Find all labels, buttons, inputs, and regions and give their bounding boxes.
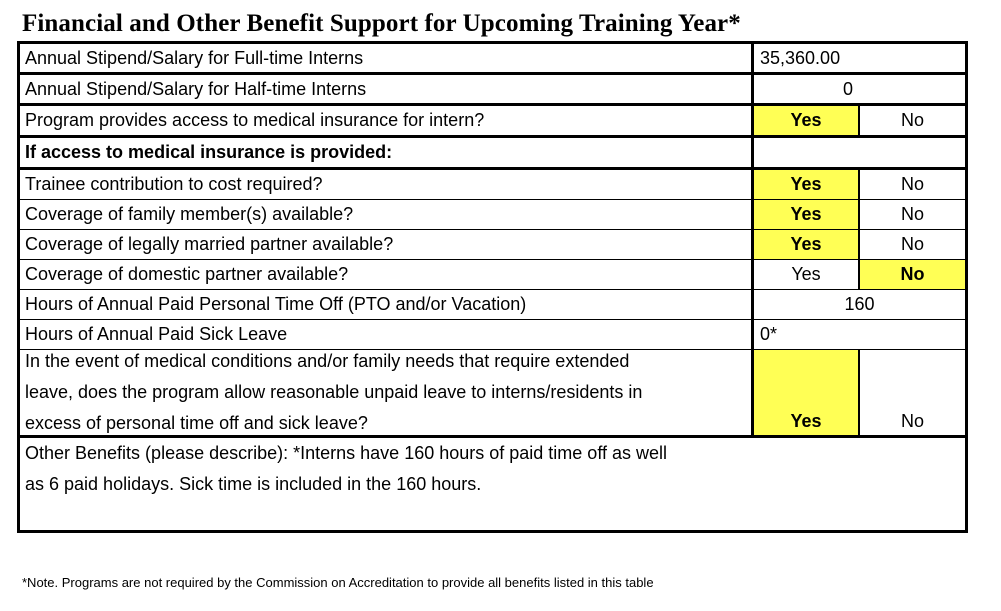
pto-hours-value: 160 [844, 294, 875, 314]
table-row-family-coverage [20, 200, 965, 230]
row-label: Trainee contribution to cost required? [25, 174, 323, 194]
no-option: No [900, 411, 924, 431]
table-row-medical-insurance [20, 106, 965, 138]
row-label: Annual Stipend/Salary for Full-time Interns [25, 47, 364, 68]
yes-option-selected: Yes [754, 106, 860, 135]
fulltime-stipend-value: 35,360.00 [760, 47, 841, 68]
table-row-halftime-stipend [20, 75, 965, 106]
yes-option-selected: Yes [754, 200, 860, 229]
yes-option-selected: Yes [754, 350, 860, 435]
question-line: leave, does the program allow reasonable unpaid leave to interns/residents in [25, 382, 643, 402]
row-label: Hours of Annual Paid Sick Leave [25, 324, 288, 344]
question-line: excess of personal time off and sick leave? [25, 413, 368, 433]
row-label: Coverage of domestic partner available? [25, 264, 349, 284]
row-label: Hours of Annual Paid Personal Time Off (PTO and/or Vacation) [25, 294, 527, 314]
extended-leave-question [25, 346, 642, 439]
no-option: No [900, 234, 924, 254]
table-row-extended-leave [20, 350, 965, 438]
sick-leave-hours-value: 0* [760, 324, 778, 344]
yes-option: Yes [754, 260, 860, 289]
other-benefits-line: Other Benefits (please describe): *Interns have 160 hours of paid time off as well [25, 443, 668, 463]
halftime-stipend-value: 0 [842, 78, 853, 99]
row-label: Annual Stipend/Salary for Half-time Interns [25, 78, 367, 99]
table-row-trainee-contribution [20, 170, 965, 200]
yes-option-selected: Yes [754, 170, 860, 199]
yes-option-selected: Yes [754, 230, 860, 259]
other-benefits-text [25, 438, 667, 500]
no-option: No [900, 204, 924, 224]
row-label: Coverage of family member(s) available? [25, 204, 354, 224]
footnote: *Note. Programs are not required by the Commission on Accreditation to provide all benefits listed in this table [22, 575, 654, 590]
page-title: Financial and Other Benefit Support for Upcoming Training Year* [22, 10, 741, 37]
other-benefits-section [20, 438, 965, 530]
table-row-pto-hours [20, 290, 965, 320]
table-row-married-partner-coverage [20, 230, 965, 260]
table-row-domestic-partner-coverage [20, 260, 965, 290]
no-option: No [900, 110, 924, 130]
section-header-label: If access to medical insurance is provided: [25, 142, 393, 162]
other-benefits-line: as 6 paid holidays. Sick time is included in the 160 hours. [25, 474, 482, 494]
benefits-table [17, 41, 968, 533]
column-divider [751, 138, 754, 167]
question-line: In the event of medical conditions and/or family needs that require extended [25, 351, 630, 371]
row-label: Program provides access to medical insurance for intern? [25, 110, 485, 130]
table-row-fulltime-stipend [20, 44, 965, 75]
no-option-selected: No [860, 260, 965, 289]
table-row-section-header [20, 138, 965, 170]
row-label: Coverage of legally married partner available? [25, 234, 394, 254]
no-option: No [900, 174, 924, 194]
